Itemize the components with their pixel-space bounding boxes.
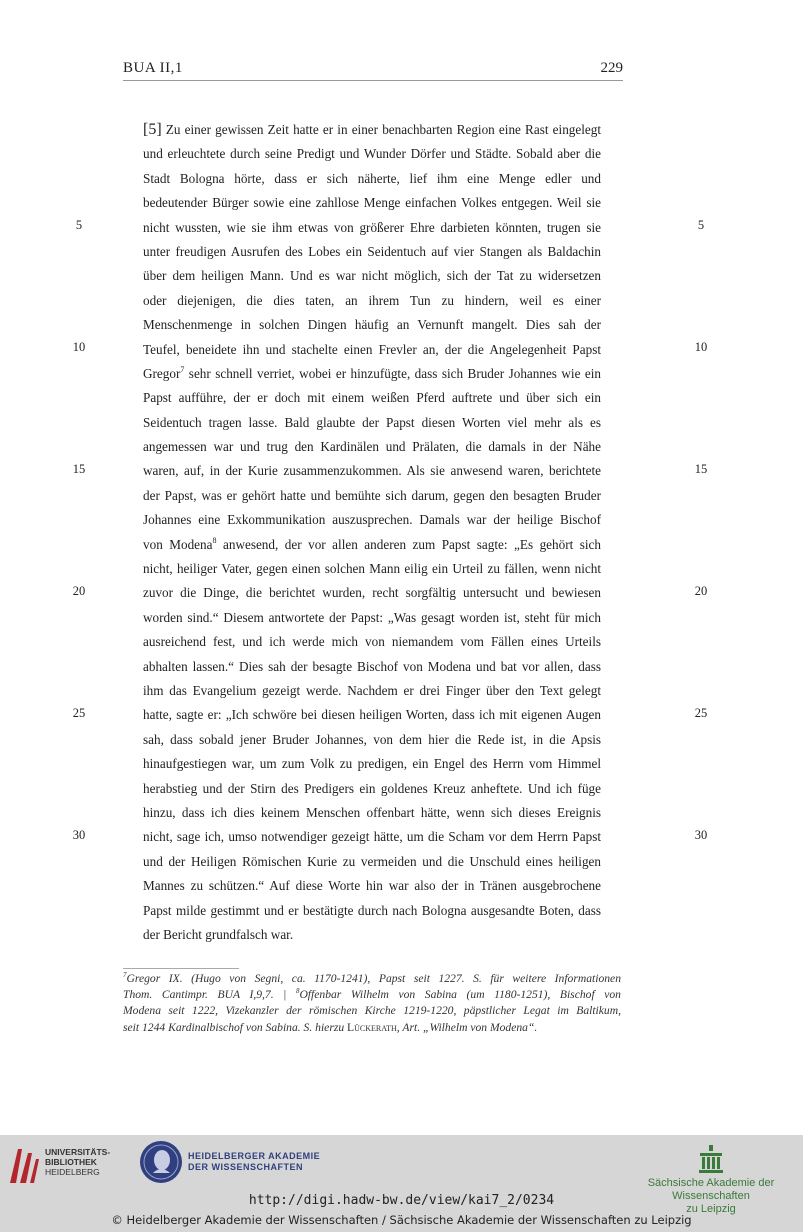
running-head-title: BUA II,1	[123, 60, 183, 76]
text-line: Teufel, beneidete ihn und stachelte einen Frevler an, der die Angelegenheit Papst	[143, 341, 601, 357]
text-line: nicht, heiliger Vater, gegen einen solchen Mann eilig ein Urteil zu fällen, wenn nicht	[143, 561, 601, 577]
footnote-line: $^7$Gregor IX. (Hugo von Segni, ca. 1170-1241), Papst seit 1227. S. für weitere Informationen	[123, 971, 621, 985]
footnotes	[123, 971, 621, 1036]
text-line: Gregor$^7$ sehr schnell verriet, wobei er hinzufügte, dass sich Bruder Johannes wie ein	[143, 364, 601, 381]
hadw-emblem-icon	[140, 1141, 182, 1183]
footnote-line: Modena seit 1222, Vizekanzler der römischen Kirche 1219-1220, päpstlicher Legat im Baltikum,	[123, 1004, 621, 1018]
text-line: hinzu, dass ich dies keinem Menschen offenbart hätte, wenn sich dieses Ereignis	[143, 804, 601, 820]
text-line: von Modena$^8$ anwesend, der vor allen anderen zum Papst sagte: „Es gehört sich	[143, 535, 602, 552]
line-number: 30	[694, 828, 708, 842]
text-line: Johannes eine Exkommunikation auszusprechen. Damals war der heilige Bischof	[143, 512, 601, 528]
footnote-divider	[123, 968, 239, 969]
text-line: Seidentuch tragen lasse. Bald glaubte der Papst diesen Worten viel mehr als es	[143, 414, 601, 430]
line-number: 30	[72, 828, 86, 842]
text-line: Menschenmenge in solchen Dingen häufig an Vernunft mangelt. Dies sah der	[143, 317, 601, 333]
text-line: und der Heiligen Römischen Kurie zu vermeiden und die Unschuld eines heiligen	[143, 853, 601, 869]
text-line: unter freudigen Ausrufen des Lobes ein Seidentuch auf vier Stangen als Baldachin	[143, 243, 601, 259]
text-line: nicht wussten, wie sie ihm etwas von größerer Ehre darbieten könnten, trugen sie	[143, 219, 601, 235]
hadw-logo[interactable]	[140, 1141, 340, 1189]
line-number: 15	[72, 462, 86, 476]
text-line: sah, dass sobald jener Bruder Johannes, von dem hier die Rede ist, in die Apsis	[143, 731, 601, 747]
text-line: abhalten lassen.“ Dies sah der besagte Bischof von Modena und bat vor allen, dass	[143, 658, 601, 674]
hadw-text: HEIDELBERGER AKADEMIE DER WISSENSCHAFTEN	[188, 1151, 321, 1172]
line-number: 10	[694, 340, 708, 354]
text-line: hatte, sagte er: „Ich schwöre bei diesen heiligen Worten, dass ich mit eigenen Augen	[143, 707, 601, 723]
line-number: 20	[72, 584, 86, 598]
text-line: angemessen war und trug den Kardinälen und Prälaten, die damals in der Nähe	[143, 439, 601, 455]
saxon-academy-text: Sächsische Akademie der Wissenschaften zu Leipzig	[647, 1177, 775, 1215]
main-text	[143, 118, 601, 947]
page-number: 229	[600, 60, 623, 76]
university-library-logo[interactable]	[8, 1143, 128, 1189]
line-number: 5	[75, 218, 83, 232]
text-line: [5] Zu einer gewissen Zeit hatte er in einer benachbarten Region eine Rast eingelegt	[143, 121, 602, 138]
line-number: 20	[694, 584, 708, 598]
permalink-url[interactable]: http://digi.hadw-bw.de/view/kai7_2/0234	[248, 1193, 555, 1208]
line-number: 25	[694, 706, 708, 720]
text-line: nicht, sage ich, umso notwendiger gezeigt hätte, um die Scham vor dem Herrn Papst	[143, 829, 601, 845]
university-library-icon	[8, 1143, 42, 1187]
text-line: der Bericht grundfalsch war.	[143, 926, 294, 942]
line-number: 10	[72, 340, 86, 354]
text-line: Stadt Bologna hörte, dass er sich näherte, lief ihm eine Menge edler und	[143, 170, 601, 186]
copyright-notice: © Heidelberger Akademie der Wissenschaften / Sächsische Akademie der Wissenschaften zu Leipzig	[111, 1213, 692, 1227]
text-line: waren, auf, in der Kurie zusammenzukommen. Als sie anwesend waren, berichtete	[143, 463, 601, 479]
running-head	[123, 58, 623, 81]
university-library-text: UNIVERSITÄTS- BIBLIOTHEK HEIDELBERG	[45, 1147, 111, 1177]
saxon-academy-building-icon	[698, 1145, 724, 1173]
text-line: bedeutender Bürger sowie eine zahllose Menge einfachen Volkes entgegen. Weil sie	[143, 195, 601, 211]
line-number: 25	[72, 706, 86, 720]
text-line: ausreichend fest, und ich werde mich von niemandem vom Fällen eines Urteils	[143, 634, 601, 650]
text-line: worden sind.“ Diesem antwortete der Papst: „Was gesagt worden ist, steht für mich	[143, 609, 601, 625]
footnote-line: seit 1244 Kardinalbischof von Sabina. S. hierzu Lückerath, Art. „Wilhelm von Modena“.	[123, 1020, 538, 1034]
text-line: zuvor die Dinge, die berichtet wurden, recht sorgfältig untersucht und bewiesen	[143, 585, 601, 601]
footnote-line: Thom. Cantimpr. BUA I,9,7. | $^8$Offenbar Wilhelm von Sabina (um 1180-1251), Bischof von	[123, 987, 621, 1002]
text-line: hinaufgestiegen war, um zum Volk zu predigen, ein Engel des Herrn vom Himmel	[143, 756, 601, 772]
text-line: ihm das Evangelium gezeigt werde. Nachdem er drei Finger über den Text gelegt	[143, 682, 601, 698]
text-line: Papst aufführe, der er doch mit einem weißen Pferd auftrete und über sich ein	[143, 390, 601, 406]
text-line: Papst milde gestimmt und er bestätigte durch nach Bologna ausgesandte Boten, dass	[143, 902, 601, 918]
footnote-marker[interactable]: 7	[180, 364, 185, 374]
text-line: der Papst, was er gehört hatte und bemühte sich darum, gegen den besagten Bruder	[143, 487, 601, 503]
text-line: Mannes zu schützen.“ Auf diese Worte hin war also der in Tränen ausgebrochene	[143, 878, 601, 894]
text-line: über dem heiligen Mann. Und es war nicht möglich, sich der Tat zu widersetzen	[143, 268, 601, 284]
text-line: oder diejenigen, die dies taten, an ihrem Tun zu hindern, weil es einer	[143, 292, 601, 308]
text-line: und erleuchtete durch seine Predigt und Wunder Dörfer und Städte. Sobald aber die	[143, 146, 601, 162]
line-number: 5	[697, 218, 705, 232]
line-number: 15	[694, 462, 708, 476]
text-line: herabstieg und der Stirn des Predigers ein goldenes Kreuz anheftete. Und ich füge	[143, 780, 601, 796]
footnote-marker[interactable]: 8	[212, 535, 217, 545]
paragraph-number: [5]	[143, 121, 162, 138]
